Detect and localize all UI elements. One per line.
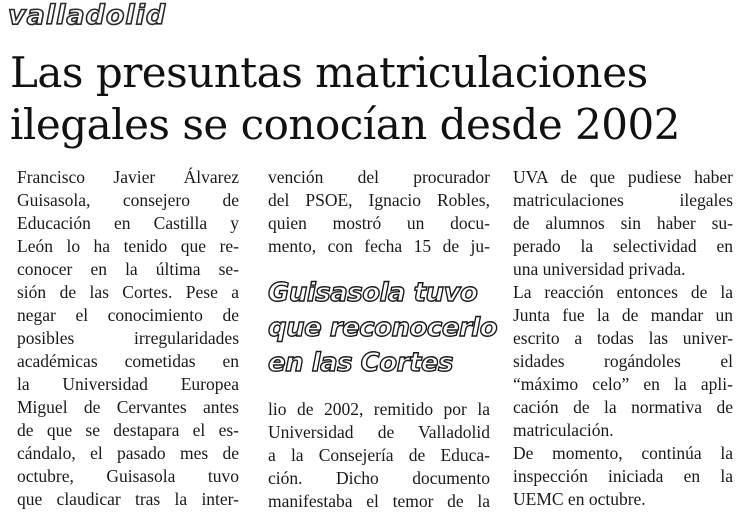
text-line: “máximo celo” en la apli- bbox=[513, 374, 733, 394]
text-line: sión de las Cortes. Pese a bbox=[17, 282, 239, 302]
body-column-2-bottom bbox=[268, 398, 490, 513]
text-line: octubre, Guisasola tuvo bbox=[17, 466, 239, 486]
text-line: manifestaba el temor de la bbox=[268, 491, 490, 511]
headline-line: ilegales se conocían desde 2002 bbox=[10, 100, 680, 149]
text-line: UEMC en octubre. bbox=[513, 489, 646, 509]
text-line: La reacción entonces de la bbox=[513, 282, 733, 302]
text-line: ción. Dicho documento bbox=[268, 468, 490, 488]
text-line: sidades rogándoles el bbox=[513, 351, 733, 371]
text-line: Junta fue la de mandar un bbox=[513, 305, 733, 325]
text-line: matriculación. bbox=[513, 420, 614, 440]
pull-quote-line: que reconocerlo bbox=[268, 313, 498, 343]
text-line: posibles irregularidades bbox=[17, 328, 239, 348]
pull-quote-line: Guisasola tuvo bbox=[268, 278, 478, 308]
headline-line: Las presuntas matriculaciones bbox=[10, 48, 648, 97]
text-line: vención del procurador bbox=[268, 167, 490, 187]
text-line: De momento, continúa la bbox=[513, 443, 733, 463]
body-column-2-top bbox=[268, 166, 490, 258]
text-line: León lo ha tenido que re- bbox=[17, 236, 239, 256]
text-line: del PSOE, Ignacio Robles, bbox=[268, 190, 490, 210]
section-label: valladolid bbox=[8, 0, 167, 31]
text-line: matriculaciones ilegales bbox=[513, 190, 733, 210]
headline bbox=[10, 47, 740, 151]
text-line: inspección iniciada en la bbox=[513, 466, 733, 486]
text-line: negar el conocimiento de bbox=[17, 305, 239, 325]
text-line: de que se destapara el es- bbox=[17, 420, 239, 440]
text-line: académicas cometidas en bbox=[17, 351, 239, 371]
pull-quote bbox=[268, 276, 498, 381]
text-line: lio de 2002, remitido por la bbox=[268, 399, 490, 419]
text-line: cándalo, el pasado mes de bbox=[17, 443, 239, 463]
text-line: Educación en Castilla y bbox=[17, 213, 239, 233]
text-line: a la Consejería de Educa- bbox=[268, 445, 490, 465]
text-line: la Universidad Europea bbox=[17, 374, 239, 394]
text-line: Universidad de Valladolid bbox=[268, 422, 490, 442]
text-line: escrito a todas las univer- bbox=[513, 328, 733, 348]
text-line: mento, con fecha 15 de ju- bbox=[268, 236, 490, 256]
text-line: de alumnos sin haber su- bbox=[513, 213, 733, 233]
text-line: Francisco Javier Álvarez bbox=[17, 167, 239, 187]
text-line: quien mostró un docu- bbox=[268, 213, 490, 233]
text-line: Guisasola, consejero de bbox=[17, 190, 239, 210]
text-line: conocer en la última se- bbox=[17, 259, 239, 279]
text-line: cación de la normativa de bbox=[513, 397, 733, 417]
body-column-3 bbox=[513, 166, 733, 511]
text-line: que claudicar tras la inter- bbox=[17, 489, 239, 509]
body-column-1 bbox=[17, 166, 239, 511]
text-line: perado la selectividad en bbox=[513, 236, 733, 256]
pull-quote-line: en las Cortes bbox=[268, 348, 453, 378]
text-line: una universidad privada. bbox=[513, 259, 686, 279]
text-line: Miguel de Cervantes antes bbox=[17, 397, 239, 417]
text-line: UVA de que pudiese haber bbox=[513, 167, 733, 187]
